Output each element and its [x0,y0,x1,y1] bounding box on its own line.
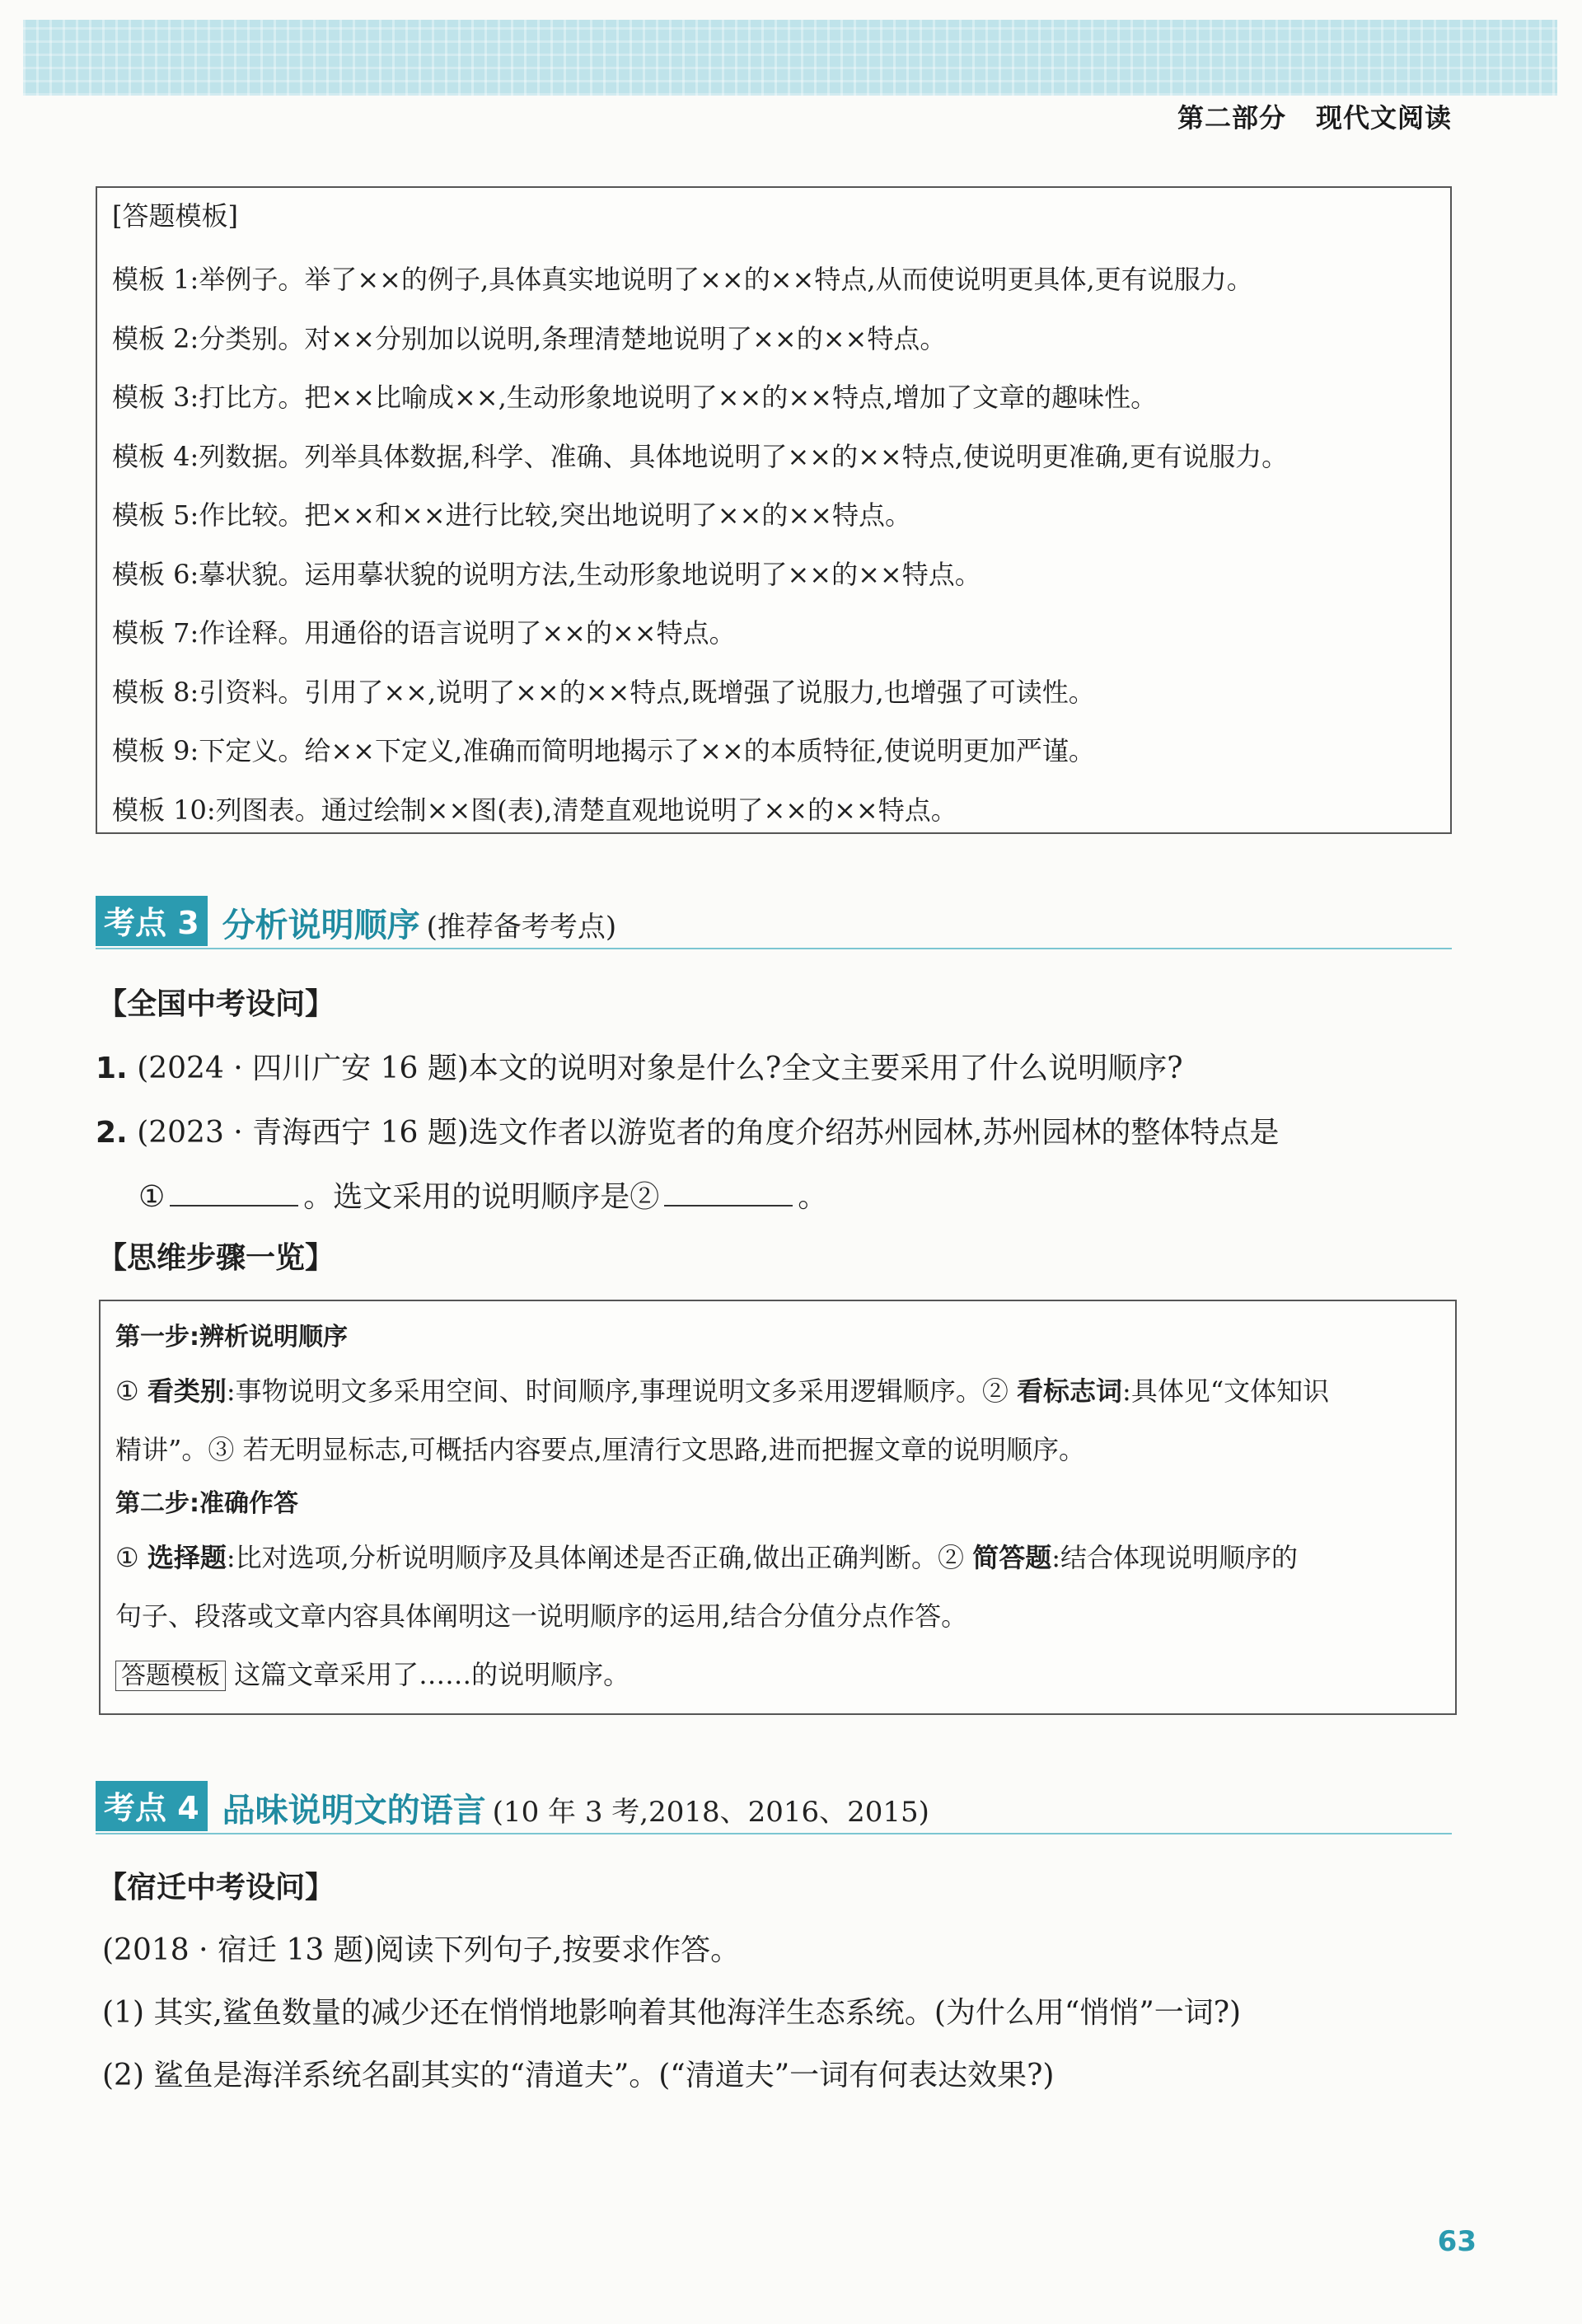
template-line: 模板 1:举例子。举了××的例子,具体真实地说明了××的××特点,从而使说明更具体,更有说服力。 [112,264,1253,295]
step-2-line-2: 句子、段落或文章内容具体阐明这一说明顺序的运用,结合分值分点作答。 [115,1600,968,1632]
step-1-title: 第一步:辨析说明顺序 [115,1323,348,1352]
kp4-intro: (2018 · 宿迁 13 题)阅读下列句子,按要求作答。 [102,1933,741,1967]
answer-template-box [96,186,1452,834]
keyword-category: 看类别 [147,1375,227,1407]
steps-template-label: 答题模板 [115,1661,226,1691]
thinking-steps-box [99,1300,1457,1715]
question-1-number: 1. [96,1052,128,1085]
step-2-title: 第二步:准确作答 [115,1489,298,1518]
step-text: ① [115,1542,147,1573]
template-line: 模板 8:引资料。引用了××,说明了××的××特点,既增强了说服力,也增强了可读性。 [112,676,1095,708]
question-2 [96,1109,1279,1151]
answer-blank-1[interactable] [170,1180,298,1207]
step-text: ① [115,1375,147,1407]
kp4-subhead: 【宿迁中考设问】 [97,1871,335,1905]
step-2-line-1 [115,1529,1440,1587]
step-1-line-2: 精讲”。③ 若无明显标志,可概括内容要点,厘清行文思路,进而把握文章的说明顺序。 [115,1434,1086,1465]
kp4-sentence-1: (1) 其实,鲨鱼数量的减少还在悄悄地影响着其他海洋生态系统。(为什么用“悄悄”一词?) [102,1996,1242,2030]
keyword-multiple-choice: 选择题 [147,1542,227,1573]
kp3-note: (推荐备考考点) [426,911,617,944]
question-1-text: (2024 · 四川广安 16 题)本文的说明对象是什么?全文主要采用了什么说明顺序? [137,1052,1183,1085]
kp3-title: 分析说明顺序 [222,907,420,944]
keyword-short-answer: 简答题 [972,1542,1052,1573]
template-label-line: [答题模板] [112,200,238,232]
question-2-end: 。 [798,1180,828,1214]
header-part: 第二部分 [1177,102,1286,134]
question-1 [96,1045,1183,1087]
step-1-line-1 [115,1362,1440,1421]
step-text: :结合体现说明顺序的 [1051,1542,1298,1573]
question-2-cont-text: 。选文采用的说明顺序是② [303,1180,660,1214]
template-line: 模板 4:列数据。列举具体数据,科学、准确、具体地说明了××的××特点,使说明更准确,更有说服力。 [112,440,1289,472]
running-header [1177,97,1452,135]
question-2-continued [138,1174,827,1216]
template-label: 答题模板 [122,200,228,232]
steps-subhead: 【思维步骤一览】 [97,1241,335,1275]
template-line: 模板 10:列图表。通过绘制××图(表),清楚直观地说明了××的××特点。 [112,794,957,826]
kp3-subhead: 【全国中考设问】 [97,987,335,1021]
kp4-title: 品味说明文的语言 [222,1792,486,1830]
template-line: 模板 7:作诠释。用通俗的语言说明了××的××特点。 [112,617,736,649]
kp4-note: (10 年 3 考,2018、2016、2015) [492,1796,929,1829]
template-line: 模板 5:作比较。把××和××进行比较,突出地说明了××的××特点。 [112,499,911,531]
section-kp4-header [96,1783,1452,1834]
kp4-sentence-2: (2) 鲨鱼是海洋系统名副其实的“清道夫”。(“清道夫”一词有何表达效果?) [102,2059,1055,2092]
kp4-badge: 考点 4 [96,1781,208,1831]
blank-1-marker: ① [138,1180,166,1214]
template-line: 模板 6:摹状貌。运用摹状貌的说明方法,生动形象地说明了××的××特点。 [112,558,981,590]
header-title: 现代文阅读 [1315,102,1452,134]
section-kp3-header [96,898,1452,949]
step-text: :具体见“文体知识 [1122,1375,1330,1407]
keyword-signal-words: 看标志词 [1017,1375,1123,1407]
kp3-badge: 考点 3 [96,896,208,946]
answer-blank-2[interactable] [664,1180,793,1207]
step-text: :比对选项,分析说明顺序及具体阐述是否正确,做出正确判断。② [226,1542,973,1573]
steps-template-text: 这篇文章采用了……的说明顺序。 [234,1659,630,1690]
template-line: 模板 2:分类别。对××分别加以说明,条理清楚地说明了××的××特点。 [112,322,947,354]
step-text: :事物说明文多采用空间、时间顺序,事理说明文多采用逻辑顺序。② [226,1375,1018,1407]
template-line: 模板 9:下定义。给××下定义,准确而简明地揭示了××的本质特征,使说明更加严谨。 [112,735,1095,766]
page-number: 63 [1437,2225,1477,2258]
header-band [23,20,1557,96]
question-2-text: (2023 · 青海西宁 16 题)选文作者以游览者的角度介绍苏州园林,苏州园林的整体特点是 [137,1116,1280,1150]
steps-template-line [115,1646,1440,1705]
question-2-number: 2. [96,1116,128,1150]
template-line: 模板 3:打比方。把××比喻成××,生动形象地说明了××的××特点,增加了文章的趣味性。 [112,382,1158,413]
